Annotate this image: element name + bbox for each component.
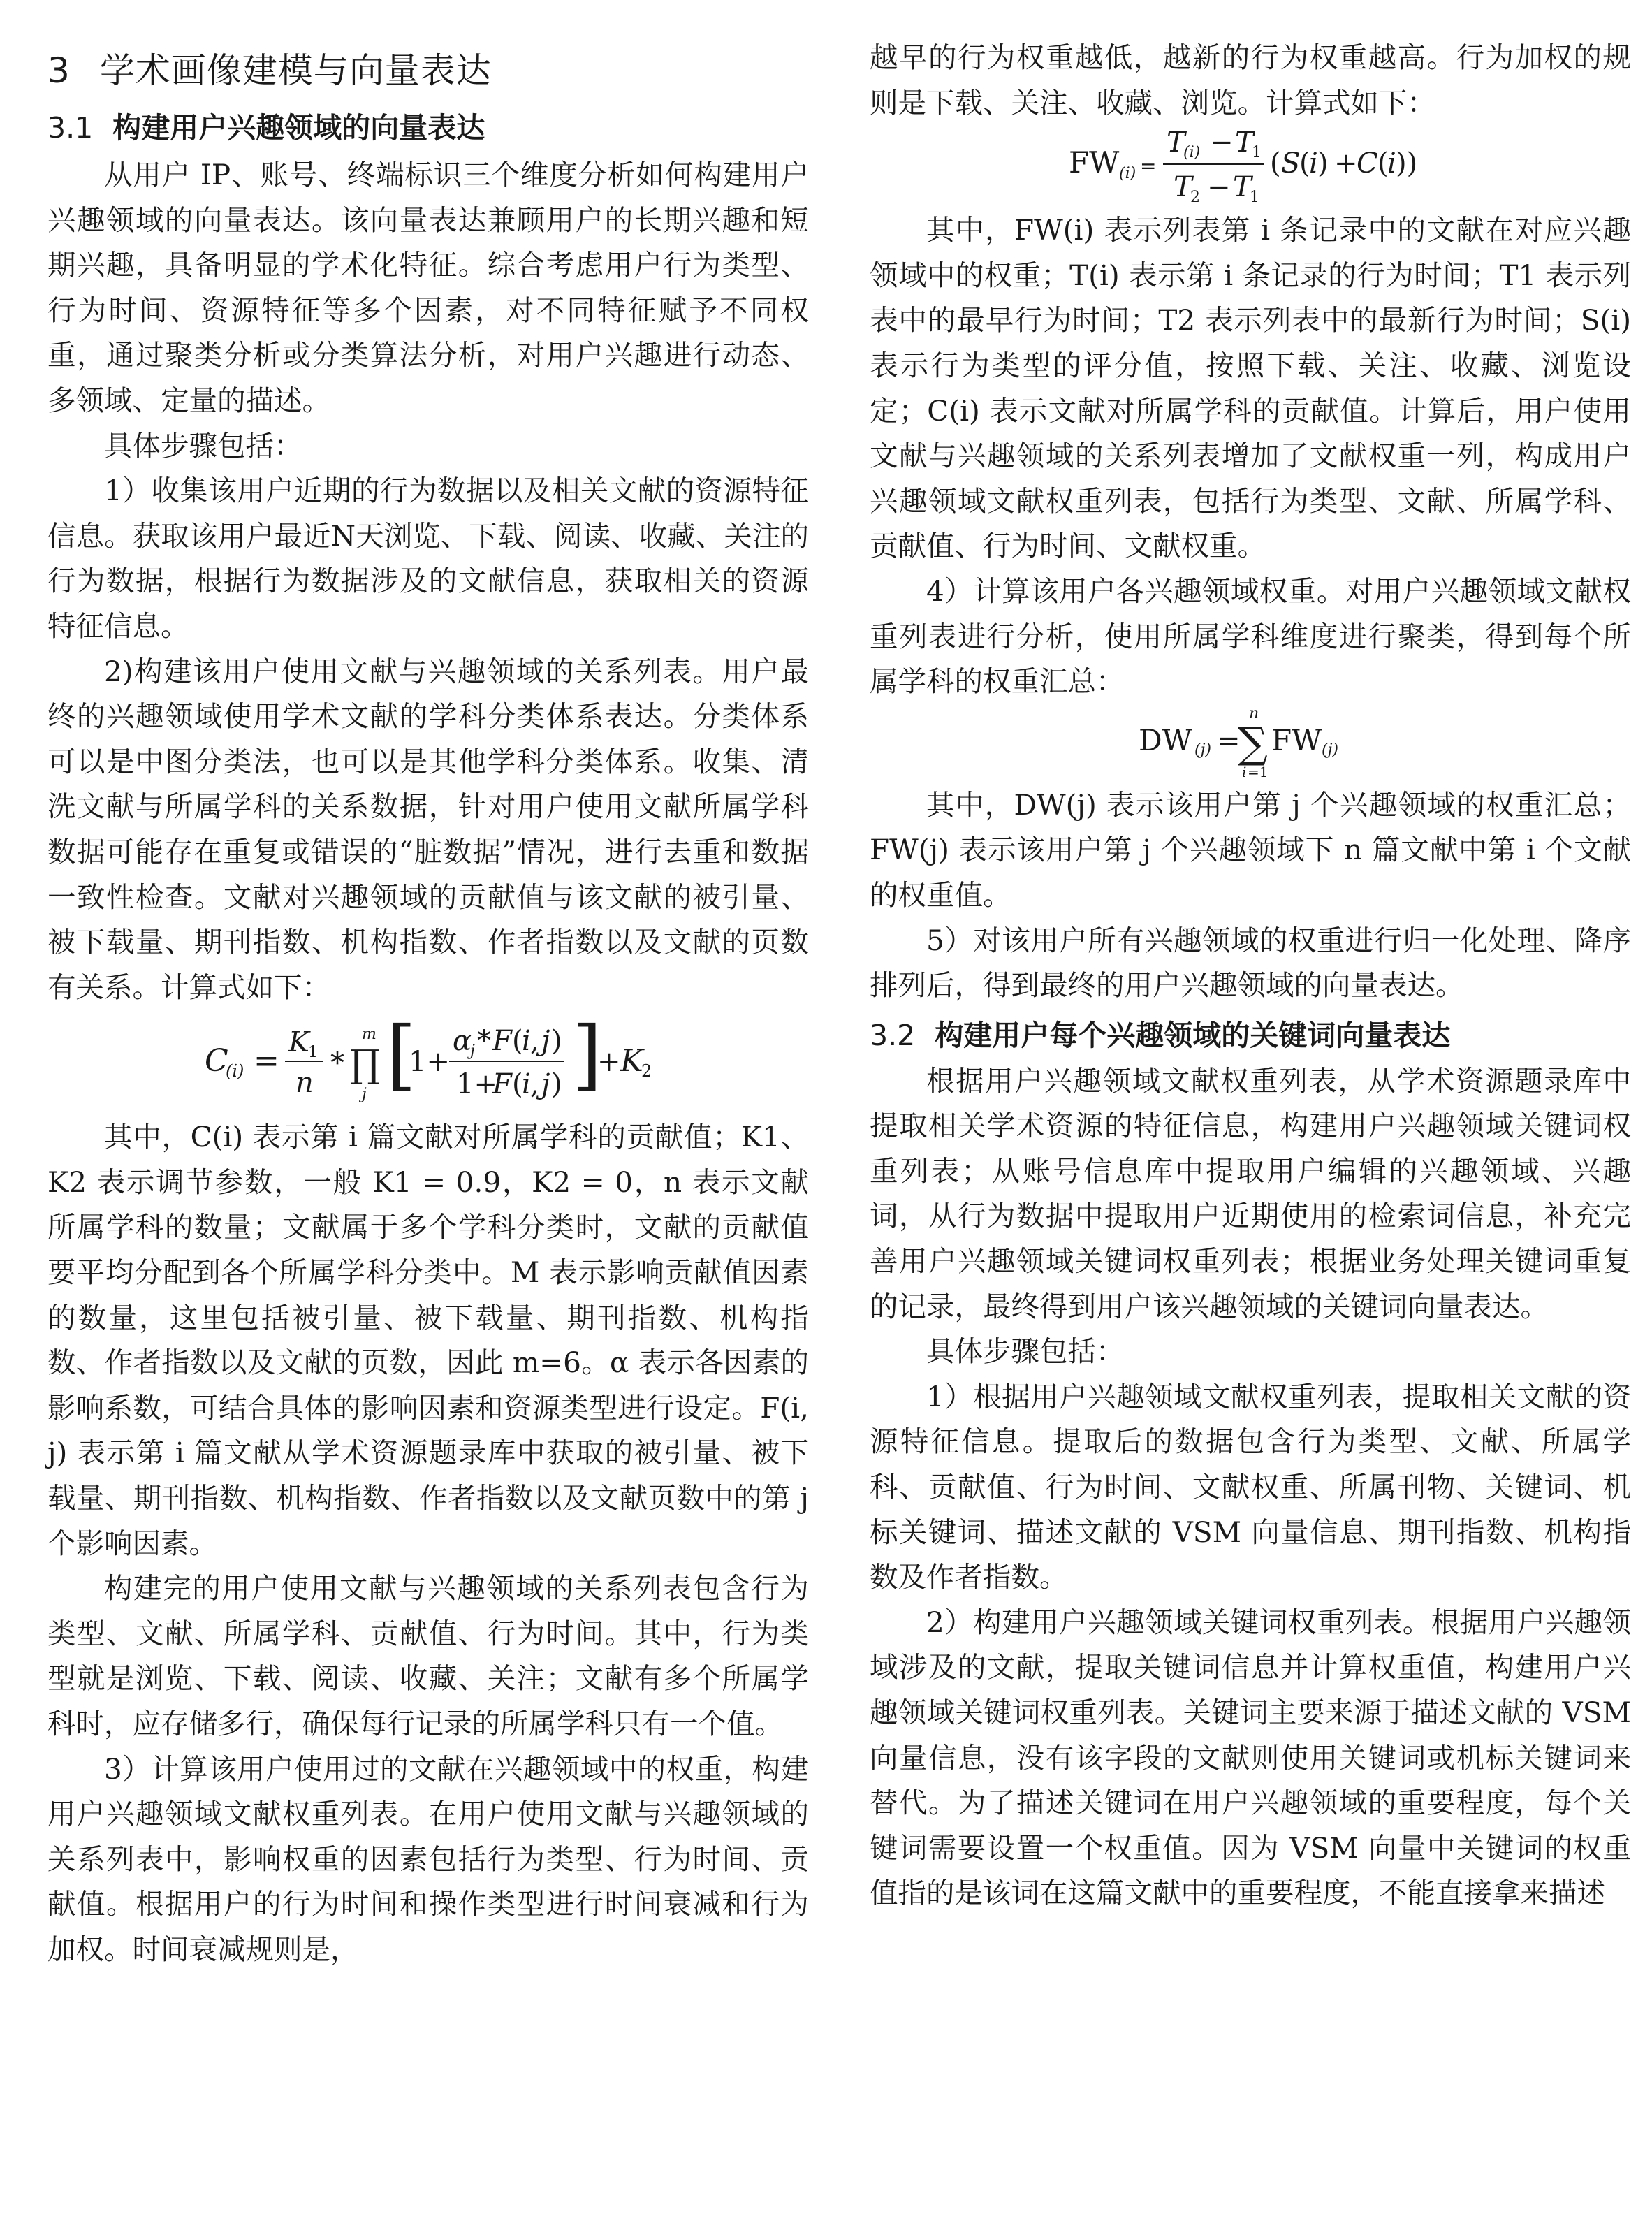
paragraph: 其中，C(i) 表示第 i 篇文献对所属学科的贡献值；K1、K2 表示调节参数，一般 K1 = 0.9，K2 = 0，n 表示文献所属学科的数量；文献属于多个学科分类时，文献的贡献值要平均分配到各个所属学科分类中。M 表示影响贡献值因素的数量，这里包括被引量、被下载量、期刊指数、机构指数、作者指数以及文献的页数，因此 m=6。α 表示各因素的影响系数，可结合具体的影响因素和资源类型进行设定。F(i, j) 表示第 i 篇文献从学术资源题录库中获取的被引量、被下载量、期刊指数、机构指数、作者指数以及文献页数中的第 j 个影响因素。 (47, 1120, 809, 1560)
svg-text:=: = (254, 1043, 279, 1079)
svg-text:i: i (522, 1068, 531, 1101)
svg-text:(: ( (1270, 147, 1281, 180)
svg-text:1+: 1+ (409, 1046, 450, 1079)
svg-text:,: , (530, 1025, 539, 1058)
subsection-title: 构建用户每个兴趣领域的关键词向量表达 (935, 1018, 1451, 1052)
subsection-number: 3.2 (870, 1018, 916, 1052)
subsection-number: 3.1 (47, 111, 94, 145)
svg-text:i: i (1309, 147, 1318, 180)
equation-dw-svg (1125, 704, 1376, 782)
svg-text:1: 1 (1252, 144, 1262, 162)
svg-text:m: m (362, 1026, 377, 1044)
svg-text:1: 1 (1250, 189, 1259, 207)
paragraph: 根据用户兴趣领域文献权重列表，从学术资源题录库中提取相关学术资源的特征信息，构建用户兴趣领域关键词权重列表；从账号信息库中提取用户编辑的兴趣领域、兴趣词，从行为数据中提取用户近期使用的检索词信息，补充完善用户兴趣领域关键词权重列表；根据业务处理关键词重复的记录，最终得到用户该兴趣领域的关键词向量表达。 (870, 1063, 1631, 1323)
equation-fw-svg (1055, 125, 1446, 207)
svg-text:C: C (1357, 147, 1378, 180)
svg-text:j: j (362, 1086, 367, 1104)
svg-text:−: − (1207, 171, 1231, 204)
left-column (47, 34, 809, 1972)
svg-text:=: = (1140, 154, 1157, 178)
svg-text:(: ( (512, 1025, 523, 1058)
svg-text:j: j (470, 1042, 475, 1061)
svg-text:T: T (1235, 126, 1254, 159)
paragraph: 4）计算该用户各兴趣领域权重。对用户兴趣领域文献权重列表进行分析，使用所属学科维度进行聚类，得到每个所属学科的权重汇总： (870, 574, 1631, 699)
svg-text:)): )) (1396, 147, 1418, 180)
svg-text:∏: ∏ (350, 1042, 380, 1086)
svg-text:F: F (492, 1025, 512, 1058)
paragraph: 2）构建用户兴趣领域关键词权重列表。根据用户兴趣领域涉及的文献，提取关键词信息并计算权重值，构建用户兴趣领域关键词权重列表。关键词主要来源于描述文献的 VSM 向量信息，没有该字段的文献则使用关键词或机标关键词来替代。为了描述关键词在用户兴趣领域的重要程度，每个关键词需要设置一个权重值。因为 VSM 向量中关键词的权重值指的是该词在这篇文献中的重要程度，不能直接拿来描述 (870, 1605, 1631, 1910)
svg-text:*: * (330, 1047, 344, 1080)
svg-text:K: K (620, 1043, 643, 1079)
svg-text:C: C (205, 1043, 228, 1079)
paragraph: 2)构建该用户使用文献与兴趣领域的关系列表。用户最终的兴趣领域使用学术文献的学科分类体系表达。分类体系可以是中图分类法，也可以是其他学科分类体系。收集、清洗文献与所属学科的关系数据，针对用户使用文献所属学科数据可能存在重复或错误的“脏数据”情况，进行去重和数据一致性检查。文献对兴趣领域的贡献值与该文献的被引量、被下载量、期刊指数、机构指数、作者指数以及文献的页数有关系。计算式如下： (47, 654, 809, 1004)
svg-text:*: * (477, 1025, 491, 1058)
paragraph: 3）计算该用户使用过的文献在兴趣领域中的权重，构建用户兴趣领域文献权重列表。在用户使用文献与兴趣领域的关系列表中，影响权重的因素包括行为类型、行为时间、贡献值。根据用户的行为时间和操作类型进行时间衰减和行为加权。时间衰减规则是， (47, 1752, 809, 1966)
svg-text:[: [ (386, 1010, 416, 1100)
svg-text:): ) (1317, 147, 1329, 180)
svg-text:+: + (597, 1046, 621, 1079)
right-column (870, 35, 1631, 1916)
svg-text:(: ( (1299, 147, 1310, 180)
subsection-title: 构建用户兴趣领域的向量表达 (112, 111, 485, 145)
svg-text:1+: 1+ (456, 1068, 497, 1101)
svg-text:i: i (522, 1025, 531, 1058)
svg-text:DW: DW (1139, 722, 1192, 757)
paragraph: 其中，DW(j) 表示该用户第 j 个兴趣领域的权重汇总；FW(j) 表示该用户第 j 个兴趣领域下 n 篇文献中第 i 个文献的权重值。 (870, 787, 1631, 912)
section-heading (47, 43, 809, 98)
subsection-heading-3-1 (47, 105, 809, 151)
paragraph: 越早的行为权重越低，越新的行为权重越高。行为加权的规则是下载、关注、收藏、浏览。计算式如下： (870, 41, 1631, 119)
svg-text:T: T (1167, 126, 1185, 159)
svg-text:i: i (1242, 763, 1247, 780)
section-number: 3 (47, 50, 71, 91)
svg-text:): ) (551, 1068, 562, 1101)
equation-dw (870, 704, 1631, 782)
svg-text:=: = (1217, 724, 1241, 757)
svg-text:(j): (j) (1322, 741, 1338, 759)
svg-text:T: T (1174, 171, 1192, 204)
svg-text:(: ( (1377, 147, 1389, 180)
paragraph: 1）收集该用户近期的行为数据以及相关文献的资源特征信息。获取该用户最近N天浏览、下载、阅读、收藏、关注的行为数据，根据行为数据涉及的文献信息，获取相关的资源特征信息。 (47, 474, 809, 643)
svg-text:n: n (295, 1067, 314, 1100)
svg-text:∑: ∑ (1238, 718, 1268, 768)
paragraph: 其中，FW(i) 表示列表第 i 条记录中的文献在对应兴趣领域中的权重；T(i) 表示第 i 条记录的行为时间；T1 表示列表中的最早行为时间；T2 表示列表中的最新行为时间；S(i) 表示行为类型的评分值，按照下载、关注、收藏、浏览设定；C(i) 表示文献对所属学科的贡献值。计算后，用户使用文献与兴趣领域的关系列表增加了文献权重一列，构成用户兴趣领域文献权重列表，包括行为类型、文献、所属学科、贡献值、行为时间、文献权重。 (870, 213, 1631, 563)
paragraph: 从用户 IP、账号、终端标识三个维度分析如何构建用户兴趣领域的向量表达。该向量表达兼顾用户的长期兴趣和短期兴趣，具备明显的学术化特征。综合考虑用户行为类型、行为时间、资源特征等多个因素，对不同特征赋予不同权重，通过聚类分析或分类算法分析，对用户兴趣进行动态、多领域、定量的描述。 (47, 158, 809, 417)
svg-text:+: + (1334, 147, 1358, 180)
svg-text:2: 2 (1190, 189, 1200, 207)
svg-text:(i): (i) (1183, 144, 1201, 162)
equation-fw (870, 125, 1631, 207)
svg-text:i: i (1387, 147, 1396, 180)
equation-contribution (47, 1010, 809, 1114)
svg-text:T: T (1233, 171, 1252, 204)
section-title: 学术画像建模与向量表达 (99, 50, 492, 91)
paragraph: 构建完的用户使用文献与兴趣领域的关系列表包含行为类型、文献、所属学科、贡献值、行为时间。其中，行为类型就是浏览、下载、阅读、收藏、关注；文献有多个所属学科时，应存储多行，确保每行记录的所属学科只有一个值。 (47, 1571, 809, 1740)
svg-text:−: − (1210, 126, 1234, 159)
svg-text:(i): (i) (226, 1061, 244, 1082)
svg-text:FW: FW (1069, 145, 1120, 180)
svg-text:F: F (492, 1068, 512, 1101)
svg-text:=1: =1 (1248, 763, 1269, 780)
paragraph: 5）对该用户所有兴趣领域的权重进行归一化处理、降序排列后，得到最终的用户兴趣领域的向量表达。 (870, 923, 1631, 1003)
svg-text:2: 2 (641, 1061, 652, 1082)
svg-text:α: α (453, 1025, 472, 1058)
svg-text:]: ] (572, 1010, 602, 1100)
svg-text:n: n (1249, 704, 1259, 722)
subsection-heading-3-2 (870, 1012, 1631, 1058)
svg-text:j: j (541, 1068, 550, 1101)
equation-contribution-svg (184, 1010, 673, 1114)
svg-text:(i): (i) (1119, 165, 1136, 183)
svg-text:FW: FW (1271, 722, 1322, 757)
svg-text:K: K (288, 1026, 309, 1059)
paragraph: 1）根据用户兴趣领域文献权重列表，提取相关文献的资源特征信息。提取后的数据包含行为类型、文献、所属学科、贡献值、行为时间、文献权重、所属刊物、关键词、机标关键词、描述文献的 VSM 向量信息、期刊指数、机构指数及作者指数。 (870, 1379, 1631, 1594)
paragraph: 具体步骤包括： (926, 1334, 1125, 1369)
paragraph: 具体步骤包括： (104, 428, 302, 463)
svg-text:): ) (551, 1025, 562, 1058)
svg-text:(: ( (512, 1068, 523, 1101)
svg-text:,: , (530, 1068, 539, 1101)
svg-text:(j): (j) (1194, 741, 1211, 759)
svg-text:1: 1 (308, 1044, 318, 1062)
svg-text:S: S (1281, 147, 1301, 180)
svg-text:j: j (541, 1025, 550, 1058)
